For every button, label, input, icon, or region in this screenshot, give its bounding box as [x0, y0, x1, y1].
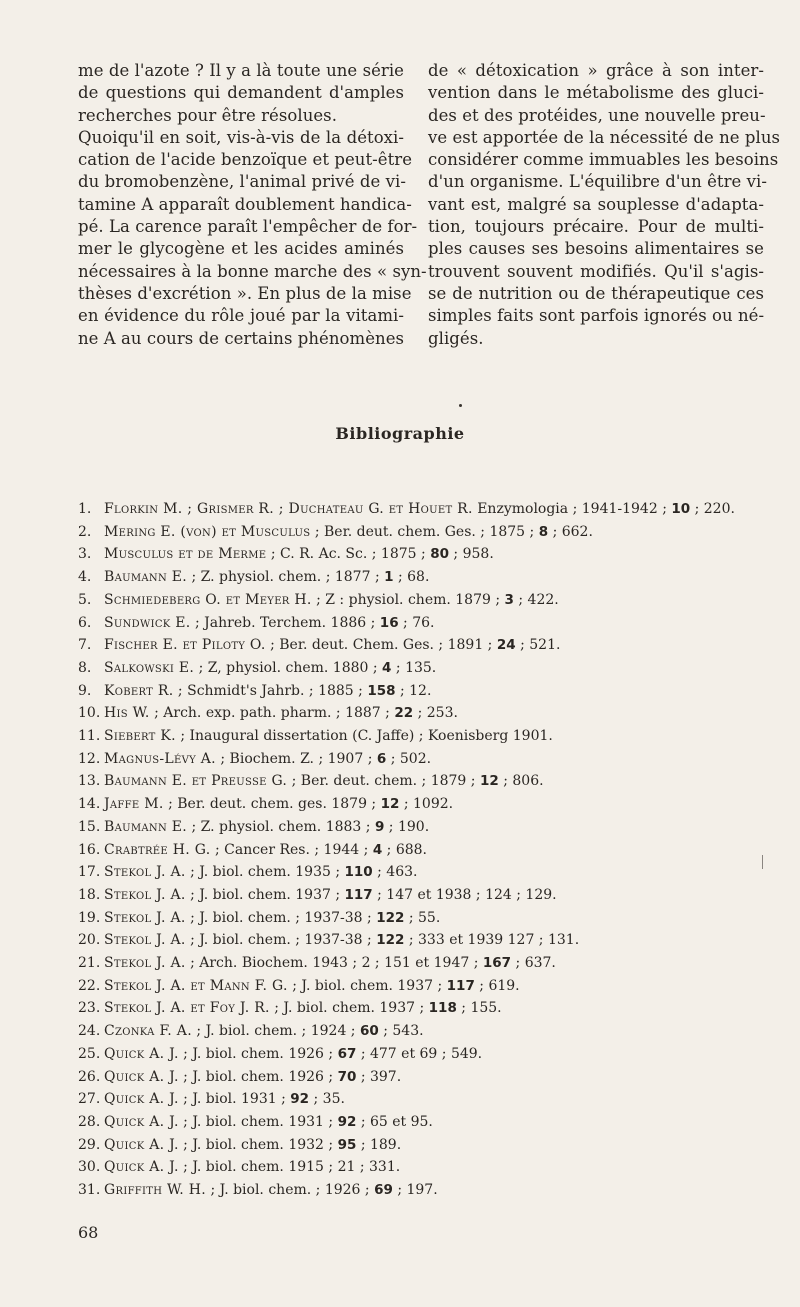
reference-authors: Quick A. J.: [104, 1068, 179, 1085]
reference-source: ; J. biol. chem. ; 1937-38 ;: [185, 932, 377, 949]
reference-authors: Sundwick E.: [104, 614, 191, 631]
reference-pages: ; 35.: [309, 1091, 345, 1108]
reference-item: [78, 884, 768, 907]
reference-source: ; J. biol. chem. 1915 ; 21 ; 331.: [178, 1159, 401, 1176]
reference-source: Enzymologia ; 1941-1942 ;: [472, 501, 672, 517]
reference-pages: ; 477 et 69 ; 549.: [356, 1045, 483, 1062]
reference-volume: 69: [374, 1182, 393, 1199]
reference-pages: ; 220.: [690, 501, 735, 517]
reference-item: [78, 839, 768, 862]
reference-source: ; J. biol. chem. 1937 ;: [269, 1000, 429, 1017]
text-line: des et des protéides, une nouvelle preu-: [428, 105, 766, 125]
section-dot: [459, 404, 462, 407]
text-line: Quoiqu'il en soit, vis-à-vis de la détoxi-: [78, 127, 404, 147]
reference-volume: 4: [382, 659, 392, 676]
reference-number: 4.: [78, 569, 92, 586]
text-line: simples faits sont parfois ignorés ou né-: [428, 306, 765, 326]
reference-item: [78, 793, 768, 816]
text-line: du bromobenzène, l'animal privé de vi-: [78, 172, 406, 192]
bibliography-heading: Bibliographie: [335, 424, 465, 443]
reference-item: [78, 634, 768, 657]
reference-authors: Stekol J. A. et Mann F. G.: [104, 977, 288, 994]
reference-source: ; Z. physiol. chem. 1883 ;: [187, 818, 375, 835]
reference-item: [78, 543, 768, 566]
reference-number: 15.: [78, 818, 101, 835]
reference-item: [78, 680, 768, 703]
reference-volume: 92: [290, 1091, 310, 1108]
reference-source: ; Z. physiol. chem. ; 1877 ;: [187, 569, 385, 586]
reference-volume: 117: [446, 977, 475, 994]
reference-volume: 60: [359, 1023, 379, 1040]
reference-source: ; Z, physiol. chem. 1880 ;: [194, 659, 383, 676]
reference-item: [78, 770, 768, 793]
reference-source: ; J. biol. chem. ; 1926 ;: [206, 1182, 375, 1199]
reference-item: [78, 566, 768, 589]
reference-source: ; Arch. exp. path. pharm. ; 1887 ;: [149, 705, 395, 722]
reference-item: [78, 1134, 768, 1157]
reference-volume: 95: [337, 1136, 357, 1153]
reference-authors: Griffith W. H.: [104, 1182, 207, 1199]
reference-number: 21.: [78, 955, 101, 972]
reference-pages: ; 958.: [448, 546, 494, 563]
reference-number: 13.: [78, 773, 101, 790]
reference-volume: 110: [344, 864, 373, 881]
reference-pages: ; 190.: [384, 818, 430, 835]
reference-item: [78, 521, 768, 544]
reference-source: ; J. biol. chem. 1937 ;: [287, 977, 447, 994]
reference-pages: ; 68.: [393, 569, 430, 586]
text-line: ples causes ses besoins alimentaires se: [428, 239, 764, 259]
reference-number: 6.: [78, 614, 92, 631]
reference-authors: Crabtrée H. G.: [104, 841, 211, 858]
text-line: ne A au cours de certains phénomènes: [78, 328, 405, 348]
reference-pages: ; 76.: [398, 614, 435, 631]
reference-volume: 118: [428, 1000, 457, 1017]
reference-volume: 1: [384, 569, 394, 586]
reference-source: ; Ber. deut. chem. ; 1879 ;: [287, 773, 480, 790]
reference-source: ; Biochem. Z. ; 1907 ;: [215, 750, 377, 767]
reference-authors: Stekol J. A.: [104, 955, 186, 972]
reference-item: [78, 929, 768, 952]
reference-volume: 24: [496, 637, 516, 654]
reference-source: ; J. biol. chem. 1931 ;: [178, 1113, 338, 1130]
text-line: recherches pour être résolues.: [78, 105, 337, 125]
reference-number: 24.: [78, 1023, 101, 1040]
reference-pages: ; 521.: [515, 637, 561, 654]
reference-volume: 10: [671, 501, 691, 517]
reference-source: ; C. R. Ac. Sc. ; 1875 ;: [266, 546, 431, 563]
reference-authors: Stekol J. A.: [104, 909, 186, 926]
reference-item: [78, 1179, 768, 1202]
reference-number: 7.: [78, 637, 92, 654]
reference-pages: ; 12.: [395, 682, 432, 699]
reference-item: [78, 498, 768, 521]
reference-source: ; Inaugural dissertation (C. Jaffe) ; Koenisberg 1901.: [175, 728, 553, 745]
reference-item: [78, 952, 768, 975]
reference-pages: ; 637.: [511, 955, 556, 972]
reference-authors: Mering E. (von) et Musculus: [104, 523, 311, 540]
reference-pages: ; 189.: [356, 1136, 402, 1153]
reference-number: 23.: [78, 1000, 101, 1017]
page-number: 68: [78, 1223, 99, 1242]
reference-pages: ; 147 et 1938 ; 124 ; 129.: [372, 886, 557, 903]
text-line: tamine A apparaît doublement handica-: [78, 194, 412, 214]
reference-pages: ; 543.: [378, 1023, 424, 1040]
reference-number: 19.: [78, 909, 101, 926]
reference-volume: 67: [337, 1045, 357, 1062]
reference-pages: ; 253.: [413, 705, 458, 722]
reference-volume: 158: [367, 682, 396, 699]
text-line: vention dans le métabolisme des gluci-: [428, 83, 764, 103]
margin-mark: [762, 855, 763, 869]
reference-pages: ; 397.: [356, 1068, 402, 1085]
text-line: pé. La carence paraît l'empêcher de for-: [78, 217, 418, 237]
text-line: cation de l'acide benzoïque et peut-être: [78, 150, 413, 170]
reference-number: 9.: [78, 682, 92, 699]
reference-item: [78, 861, 768, 884]
reference-item: [78, 725, 768, 748]
text-line: thèses d'excrétion ». En plus de la mise: [78, 283, 412, 303]
reference-number: 30.: [78, 1159, 101, 1176]
reference-item: [78, 748, 768, 771]
reference-authors: Quick A. J.: [104, 1136, 179, 1153]
reference-authors: Czonka F. A.: [104, 1023, 192, 1040]
reference-number: 8.: [78, 659, 92, 676]
reference-number: 5.: [78, 591, 92, 608]
reference-item: [78, 975, 768, 998]
text-line: de questions qui demandent d'amples: [78, 83, 404, 103]
reference-authors: Baumann E. et Preusse G.: [104, 773, 288, 790]
reference-number: 27.: [78, 1091, 101, 1108]
reference-number: 17.: [78, 864, 101, 881]
reference-source: ; Ber. deut. chem. ges. 1879 ;: [163, 796, 381, 813]
reference-pages: ; 502.: [386, 750, 432, 767]
reference-authors: Stekol J. A. et Foy J. R.: [104, 1000, 270, 1017]
reference-authors: Quick A. J.: [104, 1045, 179, 1062]
reference-source: ; J. biol. chem. 1926 ;: [178, 1068, 338, 1085]
reference-authors: Jaffe M.: [104, 796, 164, 813]
reference-source: ; Schmidt's Jahrb. ; 1885 ;: [173, 682, 368, 699]
reference-source: ; J. biol. chem. 1926 ;: [178, 1045, 338, 1062]
reference-volume: 92: [337, 1113, 357, 1130]
reference-pages: ; 333 et 1939 127 ; 131.: [404, 932, 580, 949]
reference-number: 22.: [78, 977, 101, 994]
reference-authors: Quick A. J.: [104, 1091, 179, 1108]
text-line: tion, toujours précaire. Pour de multi-: [428, 217, 764, 237]
reference-volume: 12: [380, 796, 400, 813]
reference-volume: 9: [374, 818, 385, 835]
reference-pages: ; 55.: [404, 909, 441, 926]
text-line: en évidence du rôle joué par la vitami-: [78, 306, 404, 326]
text-line: vant est, malgré sa souplesse d'adapta-: [428, 194, 764, 214]
reference-source: ; J. biol. 1931 ;: [178, 1091, 291, 1108]
right-text-column: [428, 60, 781, 350]
reference-pages: ; 135.: [391, 659, 437, 676]
reference-source: ; Arch. Biochem. 1943 ; 2 ; 151 et 1947 ;: [185, 955, 483, 972]
reference-authors: Baumann E.: [104, 569, 188, 586]
text-line: nécessaires à la bonne marche des « syn-: [78, 261, 427, 281]
reference-number: 11.: [78, 728, 101, 745]
text-line: mer le glycogène et les acides aminés: [78, 239, 404, 259]
reference-pages: ; 688.: [382, 841, 428, 858]
reference-volume: 117: [344, 886, 373, 903]
reference-number: 20.: [78, 932, 101, 949]
reference-number: 14.: [78, 796, 101, 813]
reference-pages: ; 197.: [392, 1182, 438, 1199]
reference-number: 18.: [78, 886, 101, 903]
reference-number: 29.: [78, 1136, 101, 1153]
text-line: me de l'azote ? Il y a là toute une série: [78, 61, 404, 80]
reference-volume: 122: [376, 909, 405, 926]
reference-item: [78, 1156, 768, 1179]
reference-source: ; Cancer Res. ; 1944 ;: [210, 841, 373, 858]
reference-volume: 22: [394, 705, 414, 722]
reference-number: 28.: [78, 1113, 101, 1130]
reference-source: ; Ber. deut. chem. Ges. ; 1875 ;: [310, 523, 539, 540]
text-line: de « détoxication » grâce à son inter-: [428, 61, 764, 80]
reference-source: ; J. biol. chem. 1932 ;: [178, 1136, 338, 1153]
reference-authors: Fischer E. et Piloty O.: [104, 637, 266, 654]
reference-number: 25.: [78, 1045, 101, 1062]
reference-item: [78, 702, 768, 725]
reference-pages: ; 1092.: [399, 796, 454, 813]
reference-number: 2.: [78, 523, 92, 540]
reference-volume: 70: [337, 1068, 357, 1085]
reference-source: ; Jahreb. Terchem. 1886 ;: [190, 614, 380, 631]
text-line: d'un organisme. L'équilibre d'un être vi-: [428, 172, 767, 192]
reference-pages: ; 806.: [498, 773, 544, 790]
reference-item: [78, 657, 768, 680]
reference-authors: Florkin M. ; Grismer R. ; Duchateau G. et Houet R.: [104, 501, 473, 517]
reference-volume: 4: [372, 841, 383, 858]
reference-source: ; J. biol. chem. 1937 ;: [185, 886, 345, 903]
reference-authors: His W.: [104, 705, 150, 722]
reference-pages: ; 662.: [548, 523, 593, 540]
reference-item: [78, 589, 768, 612]
text-line: trouvent souvent modifiés. Qu'il s'agis-: [428, 261, 764, 281]
reference-authors: Stekol J. A.: [104, 932, 186, 949]
reference-volume: 80: [430, 546, 449, 563]
reference-authors: Salkowski E.: [104, 659, 195, 676]
reference-number: 26.: [78, 1068, 101, 1085]
left-text-column: [78, 60, 427, 350]
reference-item: [78, 997, 768, 1020]
reference-authors: Quick A. J.: [104, 1113, 179, 1130]
reference-item: [78, 1088, 768, 1111]
reference-volume: 122: [376, 932, 405, 949]
text-line: se de nutrition ou de thérapeutique ces: [428, 283, 764, 303]
reference-item: [78, 1111, 768, 1134]
reference-volume: 16: [379, 614, 399, 631]
reference-volume: 167: [482, 955, 512, 972]
reference-source: ; J. biol. chem. ; 1924 ;: [191, 1023, 360, 1040]
reference-number: 12.: [78, 750, 101, 767]
reference-pages: ; 65 et 95.: [356, 1113, 433, 1130]
reference-authors: Schmiedeberg O. et Meyer H.: [104, 591, 312, 608]
reference-volume: 3: [504, 591, 514, 608]
reference-item: [78, 1043, 768, 1066]
text-line: ve est apportée de la nécessité de ne plus: [428, 127, 781, 147]
reference-source: ; Z : physiol. chem. 1879 ;: [311, 591, 505, 608]
reference-item: [78, 612, 768, 635]
reference-authors: Magnus-Lévy A.: [104, 750, 216, 767]
reference-number: 31.: [78, 1182, 101, 1199]
reference-number: 10.: [78, 705, 101, 722]
reference-pages: ; 422.: [513, 591, 559, 608]
reference-pages: ; 155.: [456, 1000, 502, 1017]
reference-authors: Musculus et de Merme: [104, 546, 267, 563]
reference-number: 16.: [78, 841, 101, 858]
reference-source: ; Ber. deut. Chem. Ges. ; 1891 ;: [265, 637, 497, 654]
reference-item: [78, 907, 768, 930]
reference-authors: Quick A. J.: [104, 1159, 179, 1176]
reference-pages: ; 463.: [372, 864, 418, 881]
reference-list: [78, 498, 768, 1202]
reference-number: 3.: [78, 546, 92, 563]
reference-number: 1.: [78, 501, 92, 517]
reference-authors: Siebert K.: [104, 728, 176, 745]
reference-volume: 6: [376, 750, 387, 767]
reference-authors: Stekol J. A.: [104, 886, 186, 903]
reference-authors: Stekol J. A.: [104, 864, 186, 881]
reference-volume: 8: [538, 523, 549, 540]
reference-source: ; J. biol. chem. 1935 ;: [185, 864, 345, 881]
reference-authors: Kobert R.: [104, 682, 174, 699]
text-line: considérer comme immuables les besoins: [428, 150, 779, 170]
reference-item: [78, 1066, 768, 1089]
reference-item: [78, 1020, 768, 1043]
text-line: gligés.: [428, 328, 484, 348]
reference-pages: ; 619.: [474, 977, 520, 994]
reference-source: ; J. biol. chem. ; 1937-38 ;: [185, 909, 377, 926]
reference-item: [78, 816, 768, 839]
reference-volume: 12: [479, 773, 499, 790]
reference-authors: Baumann E.: [104, 818, 188, 835]
